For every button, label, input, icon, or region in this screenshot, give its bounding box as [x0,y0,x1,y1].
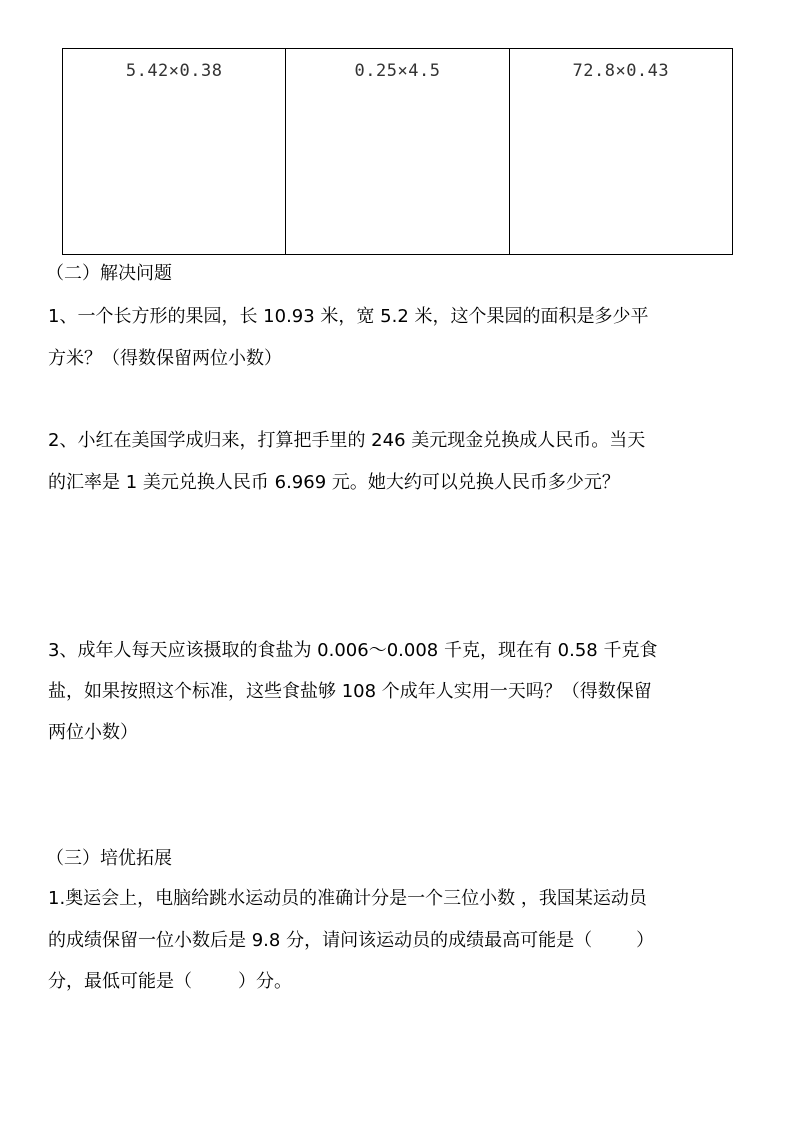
problem-3-line-3: 两位小数） [48,722,138,743]
calculation-row [63,49,733,255]
extension-1-line-3-start: 分，最低可能是（ [48,971,192,992]
problem-3-line-2: 盐，如果按照这个标准，这些食盐够 108 个成年人实用一天吗？（得数保留 [48,681,652,702]
section-2-heading: （二）解决问题 [46,263,172,284]
extension-1-line-2 [48,931,654,951]
calculation-cell-3[interactable] [509,49,732,255]
calculation-expression: 5.42×0.38 [125,61,223,81]
calculation-table [62,48,733,255]
calculation-cell-2[interactable] [286,49,509,255]
extension-1-line-1: 1.奥运会上，电脑给跳水运动员的准确计分是一个三位小数 ，我国某运动员 [48,888,647,909]
extension-1-line-2-close: ） [636,930,655,951]
calculation-cell-1[interactable] [63,49,286,255]
extension-1-line-3 [48,972,292,992]
problem-1-line-2: 方米？（得数保留两位小数） [48,348,282,369]
problem-1-line-1: 1、一个长方形的果园，长 10.93 米，宽 5.2 米，这个果园的面积是多少平 [48,306,649,327]
problem-3-line-1: 3、成年人每天应该摄取的食盐为 0.006～0.008 千克，现在有 0.58 千克食 [48,640,658,661]
extension-1-line-3-end: ）分。 [238,971,292,992]
section-3-heading: （三）培优拓展 [46,848,172,869]
calculation-expression: 72.8×0.43 [572,61,670,81]
extension-1-line-2-text: 的成绩保留一位小数后是 9.8 分，请问该运动员的成绩最高可能是（ [48,930,593,951]
calculation-expression: 0.25×4.5 [354,61,441,81]
problem-2-line-1: 2、小红在美国学成归来，打算把手里的 246 美元现金兑换成人民币。当天 [48,430,646,451]
problem-2-line-2: 的汇率是 1 美元兑换人民币 6.969 元。她大约可以兑换人民币多少元？ [48,472,620,493]
